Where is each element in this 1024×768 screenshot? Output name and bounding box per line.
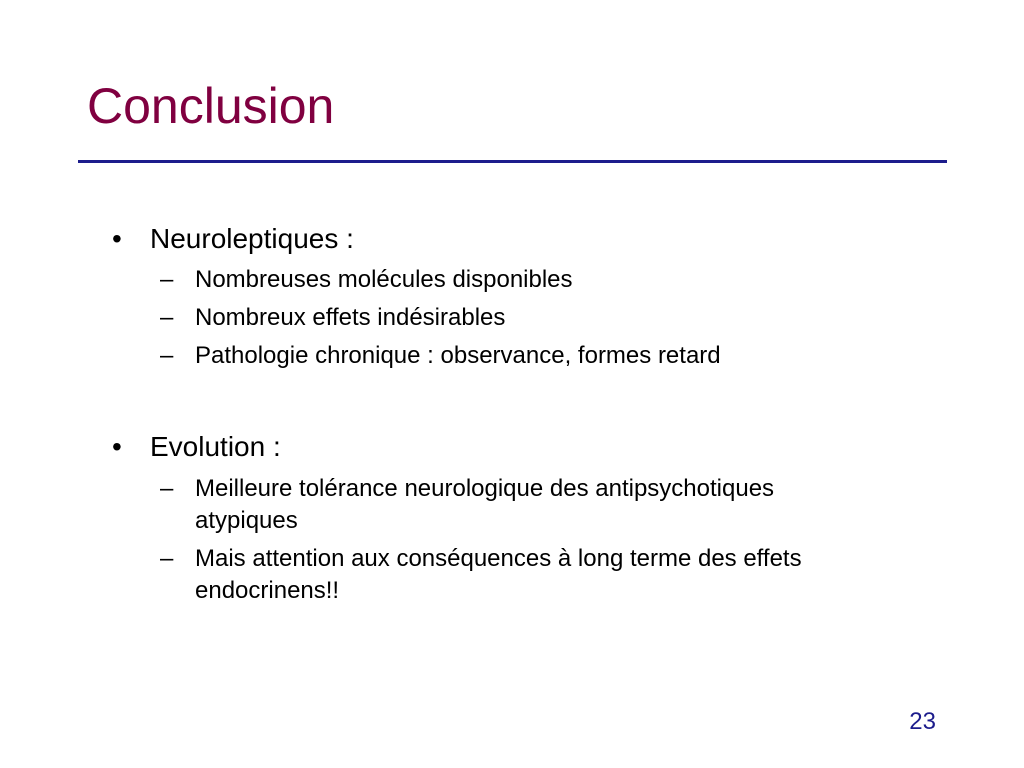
sub-item-text: Nombreux effets indésirables — [195, 304, 506, 331]
sub-item-text: Nombreuses molécules disponibles — [195, 266, 573, 293]
sub-item — [160, 264, 900, 296]
sub-list-neuroleptiques — [160, 264, 900, 378]
dash-marker: – — [160, 266, 174, 293]
sub-item-text: Pathologie chronique : observance, formes retard — [195, 342, 721, 369]
bullet-marker: • — [112, 431, 122, 462]
dash-marker: – — [160, 545, 174, 572]
slide-page-number: 23 — [909, 708, 936, 735]
sub-list-evolution — [160, 473, 860, 613]
sub-item — [160, 340, 900, 372]
bullet-marker: • — [112, 223, 122, 254]
sub-item-text: Mais attention aux conséquences à long terme des effets endocrinens!! — [195, 545, 802, 604]
sub-item — [160, 302, 900, 334]
sub-item — [160, 543, 860, 607]
bullet-text: Neuroleptiques : — [150, 223, 354, 254]
dash-marker: – — [160, 342, 174, 369]
bullet-neuroleptiques — [112, 222, 354, 256]
dash-marker: – — [160, 475, 174, 502]
title-divider — [78, 160, 947, 163]
slide-title: Conclusion — [87, 78, 335, 134]
sub-item-text: Meilleure tolérance neurologique des antipsychotiques atypiques — [195, 475, 775, 534]
bullet-text: Evolution : — [150, 431, 281, 462]
sub-item — [160, 473, 860, 537]
dash-marker: – — [160, 304, 174, 331]
bullet-evolution — [112, 430, 281, 464]
